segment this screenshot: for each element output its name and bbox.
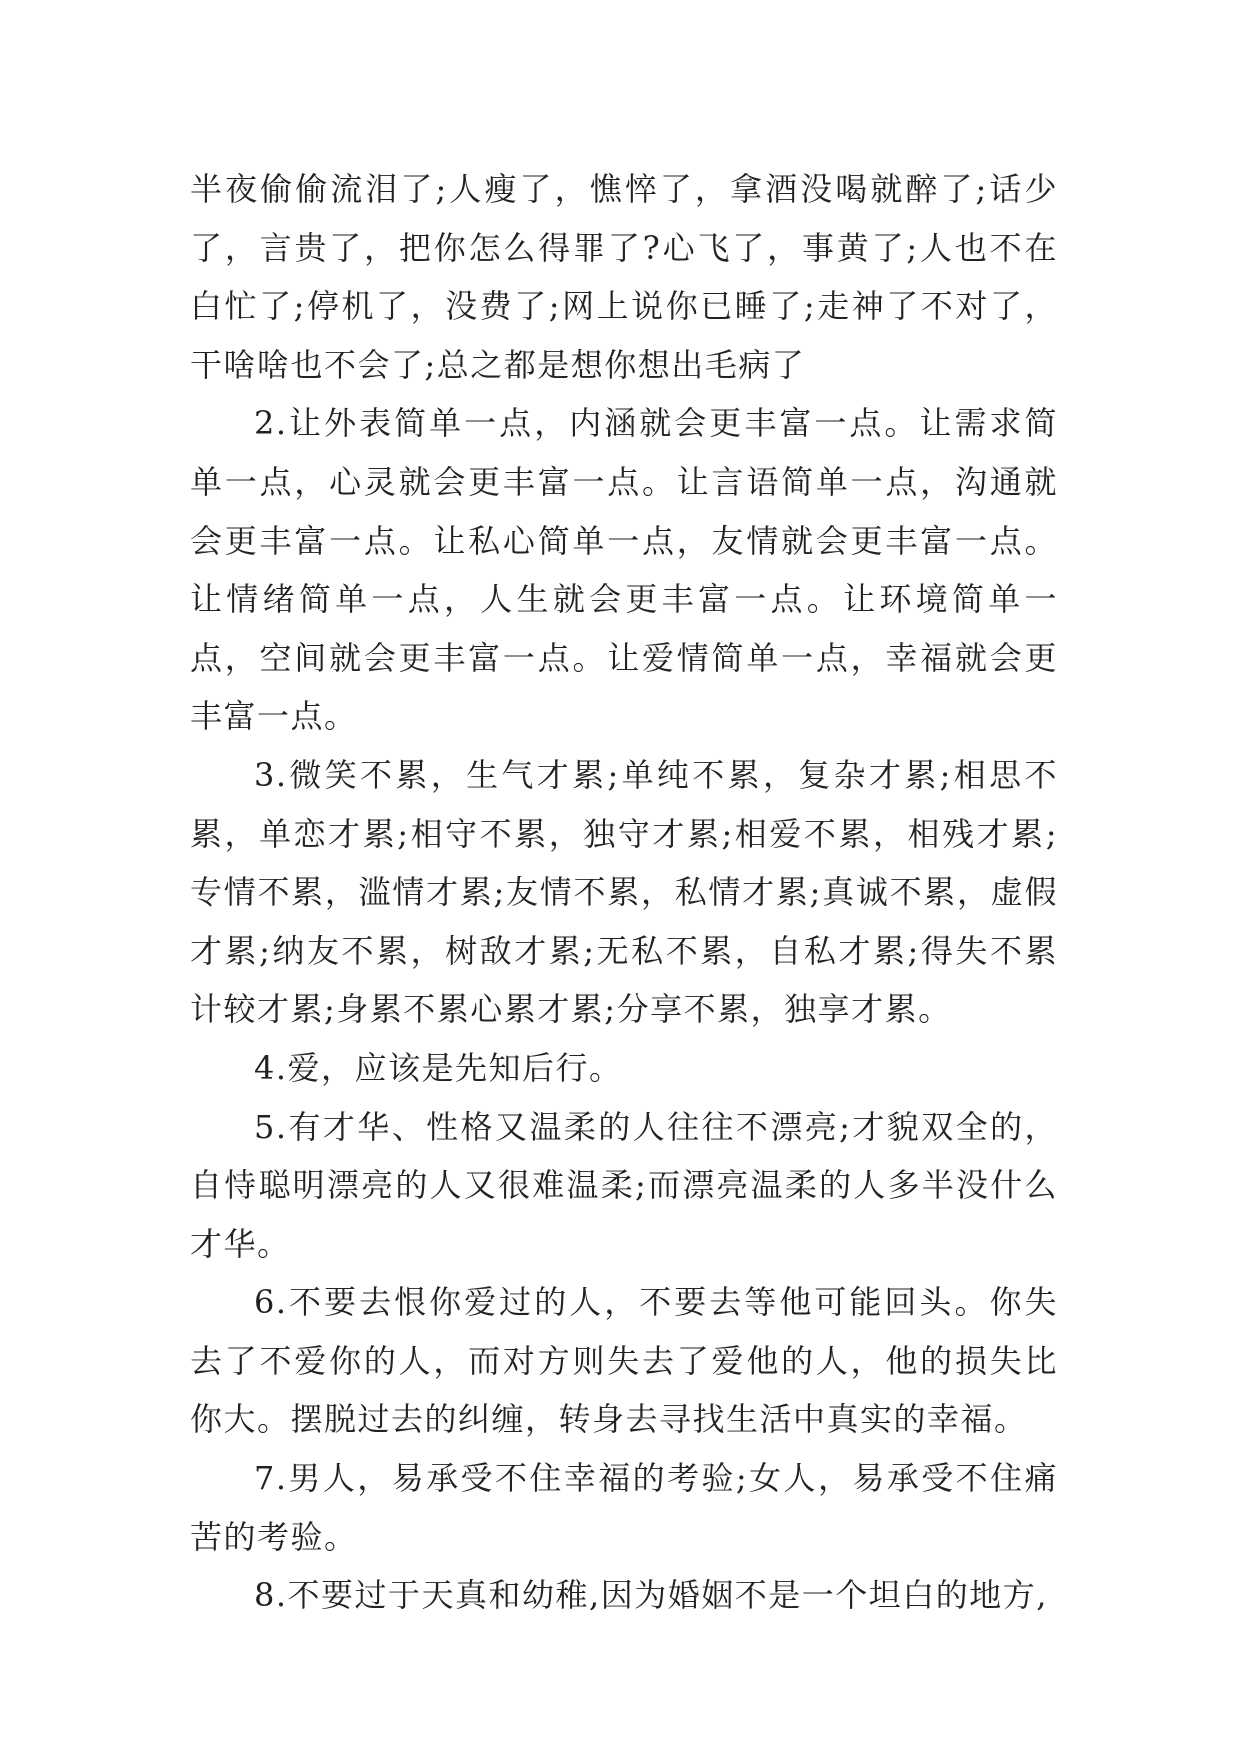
paragraph-8: 8.不要过于天真和幼稚,因为婚姻不是一个坦白的地方, bbox=[254, 1576, 1048, 1615]
paragraph-7: 7.男人，易承受不住幸福的考验;女人，易承受不住痛苦的考验。 bbox=[190, 1459, 1058, 1556]
document-body bbox=[190, 160, 1058, 1625]
paragraph-3: 3.微笑不累，生气才累;单纯不累，复杂才累;相思不累，单恋才累;相守不累，独守才累;相爱不累，相残才累;专情不累，滥情才累;友情不累，私情才累;真诚不累，虚假才累;纳友不累，树敌才累;无私不累，自私才累;得失不累计较才累;身累不累心累才累;分享不累，独享才累。 bbox=[190, 755, 1058, 1029]
paragraph-5: 5.有才华、性格又温柔的人往往不漂亮;才貌双全的，自恃聪明漂亮的人又很难温柔;而漂亮温柔的人多半没什么才华。 bbox=[190, 1107, 1058, 1263]
paragraph-4: 4.爱，应该是先知后行。 bbox=[254, 1048, 623, 1087]
paragraph-2: 2.让外表简单一点，内涵就会更丰富一点。让需求简单一点，心灵就会更丰富一点。让言语简单一点，沟通就会更丰富一点。让私心简单一点，友情就会更丰富一点。让情绪简单一点，人生就会更丰富一点。让环境简单一点，空间就会更丰富一点。让爱情简单一点，幸福就会更丰富一点。 bbox=[190, 404, 1058, 736]
paragraph-6: 6.不要去恨你爱过的人，不要去等他可能回头。你失去了不爱你的人，而对方则失去了爱他的人，他的损失比你大。摆脱过去的纠缠，转身去寻找生活中真实的幸福。 bbox=[190, 1283, 1058, 1439]
paragraph-1: 半夜偷偷流泪了;人瘦了，憔悴了，拿酒没喝就醉了;话少了，言贵了，把你怎么得罪了?心飞了，事黄了;人也不在白忙了;停机了，没费了;网上说你已睡了;走神了不对了，干啥啥也不会了;总之都是想你想出毛病了 bbox=[190, 170, 1058, 384]
